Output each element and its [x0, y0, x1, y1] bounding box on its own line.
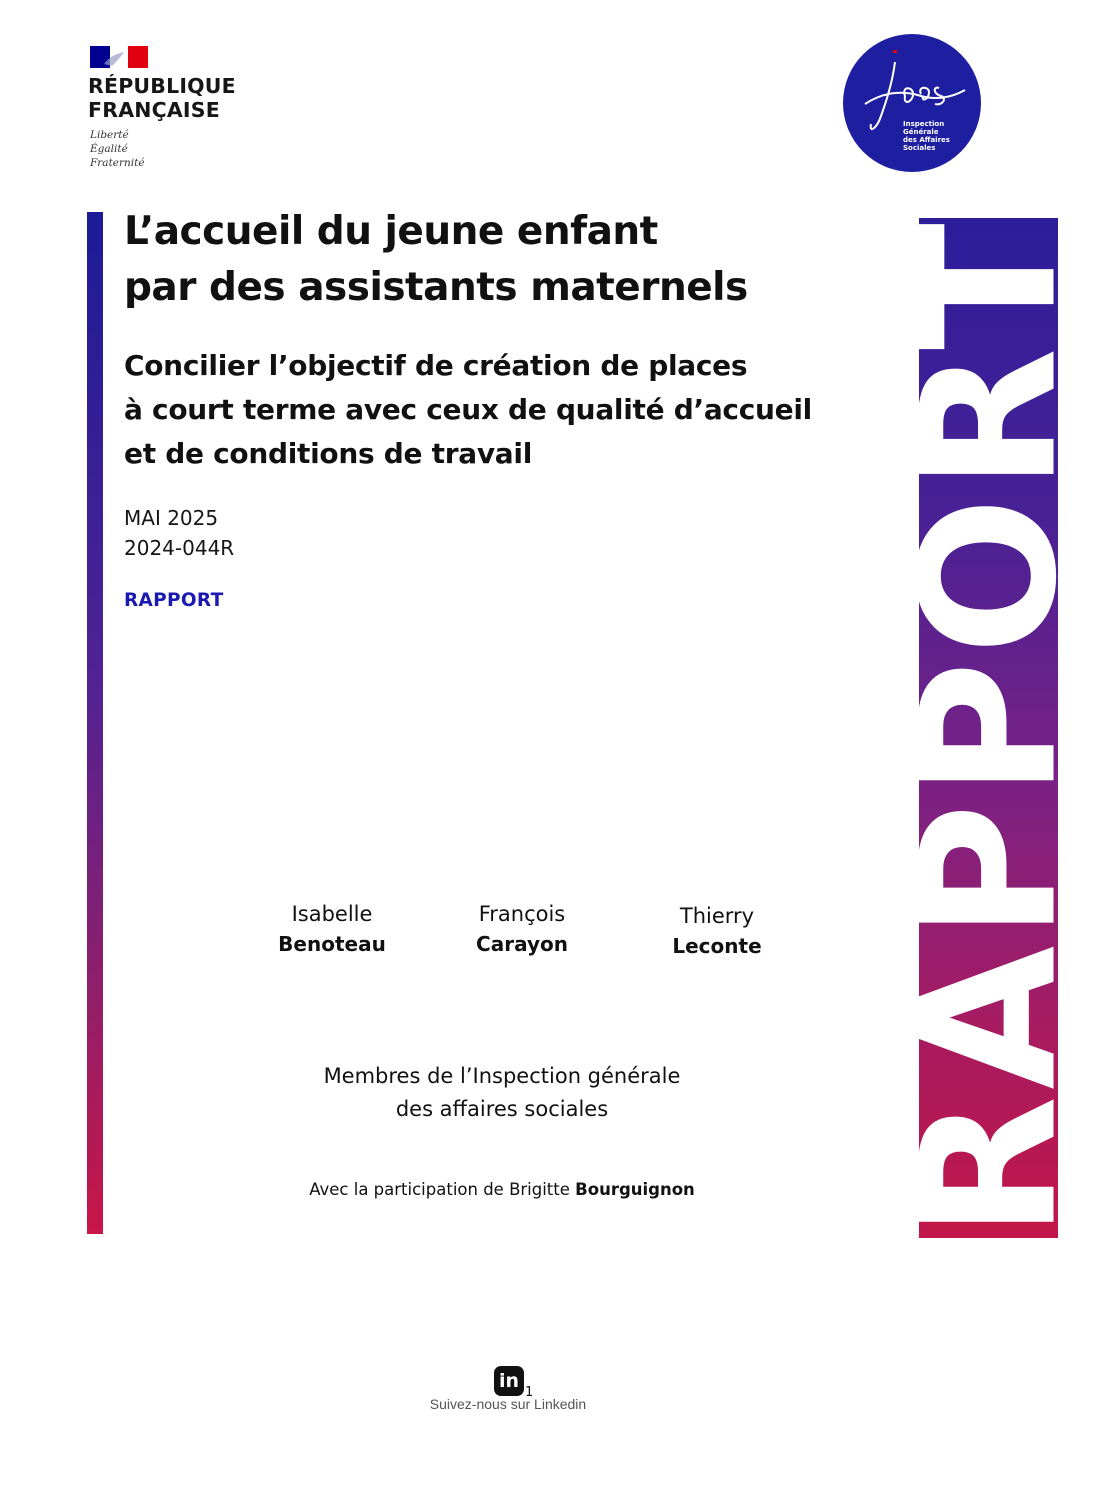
report-subtitle-line-3: et de conditions de travail [124, 437, 532, 470]
vertical-gradient-bar [87, 212, 103, 1234]
republique-motto: Liberté Égalité Fraternité [90, 129, 145, 169]
author-carayon [422, 899, 622, 959]
report-subtitle-line-2: à court terme avec ceux de qualité d’accueil [124, 393, 812, 426]
author-last-name: Benoteau [278, 932, 386, 956]
participation-name: Bourguignon [575, 1180, 695, 1199]
author-leconte [617, 901, 817, 961]
linkedin-icon[interactable]: in [494, 1366, 524, 1396]
report-title-line-2: par des assistants maternels [124, 265, 748, 310]
members-line-2: des affaires sociales [395, 1097, 609, 1121]
author-last-name: Leconte [672, 934, 762, 958]
report-subtitle [124, 344, 884, 476]
author-last-name: Carayon [476, 932, 568, 956]
author-first-name: François [478, 902, 566, 926]
report-subtitle-line-1: Concilier l’objectif de création de places [124, 349, 748, 382]
rapport-decorative-band [880, 217, 1097, 1239]
report-title-line-1: L’accueil du jeune enfant [124, 209, 658, 254]
report-date: MAI 2025 [124, 506, 219, 530]
igas-subtitle: Inspection Générale des Affaires Sociales [903, 120, 950, 152]
linkedin-follow-link[interactable]: Suivez-nous sur Linkedin [429, 1396, 587, 1412]
rapport-band-text: RAPPORT [880, 217, 1097, 1239]
participation-prefix: Avec la participation de Brigitte [309, 1180, 576, 1199]
author-first-name: Isabelle [291, 902, 373, 926]
republique-francaise-logo [72, 40, 242, 180]
author-first-name: Thierry [679, 904, 755, 928]
author-benoteau [232, 899, 432, 959]
page-number: 1 [525, 1385, 534, 1400]
members-statement [262, 1060, 742, 1126]
report-reference: 2024-044R [124, 536, 235, 560]
marianne-flag-icon [90, 46, 148, 68]
members-line-1: Membres de l’Inspection générale [323, 1064, 681, 1088]
participation-statement [262, 1178, 742, 1202]
report-type-label: RAPPORT [124, 590, 224, 611]
report-title [124, 204, 884, 316]
igas-logo [843, 34, 981, 172]
republique-francaise-name: RÉPUBLIQUE FRANÇAISE [88, 74, 236, 122]
